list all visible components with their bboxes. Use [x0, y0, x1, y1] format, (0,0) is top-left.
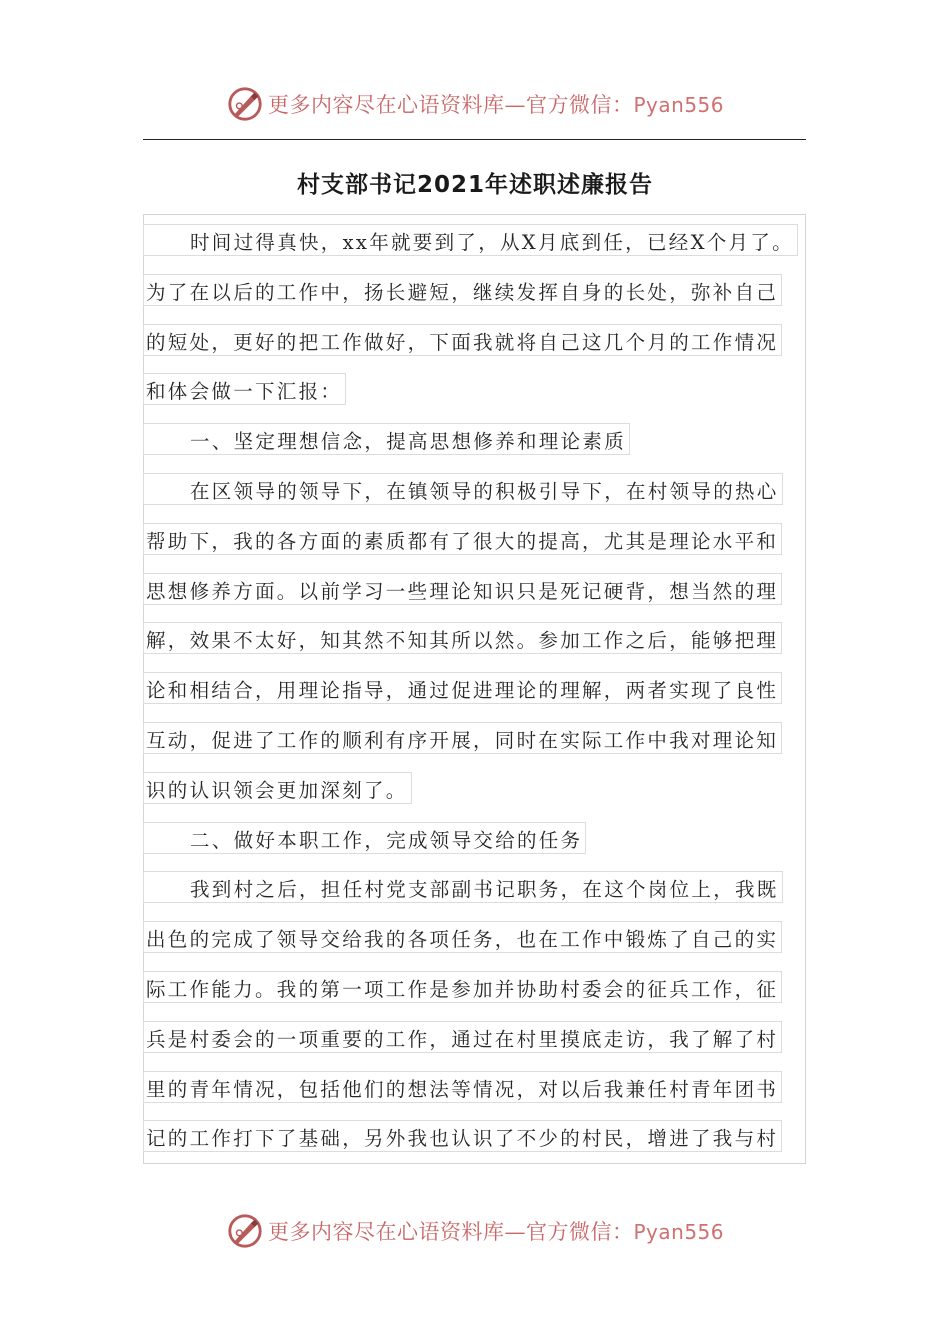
text-line-content: 和体会做一下汇报： — [146, 380, 343, 404]
text-line-content: 一、坚定理想信念，提高思想修养和理论素质 — [190, 430, 627, 454]
text-line — [143, 471, 823, 521]
text-line-content: 里的青年情况，包括他们的想法等情况，对以后我兼任村青年团书 — [146, 1077, 779, 1101]
text-line — [143, 421, 823, 471]
text-line — [143, 770, 823, 820]
text-line-content: 际工作能力。我的第一项工作是参加并协助村委会的征兵工作，征 — [146, 977, 779, 1001]
text-line-content: 互动，促进了工作的顺利有序开展，同时在实际工作中我对理论知 — [146, 728, 779, 752]
header-banner — [0, 82, 950, 126]
text-line — [143, 222, 823, 272]
footer-banner-brand: Pyan556 — [633, 1220, 724, 1244]
pen-logo-icon — [226, 85, 264, 123]
text-line — [143, 969, 823, 1019]
text-line-content: 解，效果不太好，知其然不知其所以然。参加工作之后，能够把理 — [146, 629, 779, 653]
text-line-content: 在区领导的领导下，在镇领导的积极引导下，在村领导的热心 — [190, 479, 779, 503]
text-line — [143, 571, 823, 621]
text-line-content: 出色的完成了领导交给我的各项任务，也在工作中锻炼了自己的实 — [146, 928, 779, 952]
text-line-content: 兵是村委会的一项重要的工作，通过在村里摸底走访，我了解了村 — [146, 1027, 779, 1051]
text-line-content: 的短处，更好的把工作做好，下面我就将自己这几个月的工作情况 — [146, 330, 779, 354]
document-body — [143, 222, 823, 1168]
text-line — [143, 521, 823, 571]
text-line — [143, 720, 823, 770]
document-title: 村支部书记2021年述职述廉报告 — [296, 172, 653, 198]
text-line — [143, 820, 823, 870]
text-line-content: 帮助下，我的各方面的素质都有了很大的提高，尤其是理论水平和 — [146, 529, 779, 553]
pen-logo-icon — [226, 1212, 264, 1250]
footer-banner-text: 更多内容尽在心语资料库—官方微信：Pyan556 — [267, 1220, 724, 1244]
text-line — [143, 670, 823, 720]
text-line — [143, 1069, 823, 1119]
text-line-content: 我到村之后，担任村党支部副书记职务，在这个岗位上，我既 — [190, 878, 779, 902]
header-banner-text: 更多内容尽在心语资料库—官方微信：Pyan556 — [267, 93, 724, 117]
header-rule — [143, 139, 806, 140]
header-banner-brand: Pyan556 — [633, 93, 724, 117]
text-line — [143, 1118, 823, 1168]
text-line — [143, 919, 823, 969]
footer-banner — [0, 1209, 950, 1253]
text-line-content: 识的认识领会更加深刻了。 — [146, 778, 408, 802]
text-line — [143, 272, 823, 322]
text-line-content: 二、做好本职工作，完成领导交给的任务 — [190, 828, 583, 852]
text-line — [143, 371, 823, 421]
text-line — [143, 869, 823, 919]
text-line-content: 记的工作打下了基础，另外我也认识了不少的村民，增进了我与村 — [146, 1127, 779, 1151]
text-line-content: 论和相结合，用理论指导，通过促进理论的理解，两者实现了良性 — [146, 679, 779, 703]
text-line — [143, 1019, 823, 1069]
text-line — [143, 322, 823, 372]
text-line-content: 思想修养方面。以前学习一些理论知识只是死记硬背，想当然的理 — [146, 579, 779, 603]
text-line-content: 时间过得真快，xx年就要到了，从X月底到任，已经X个月了。 — [190, 231, 794, 254]
text-line-content: 为了在以后的工作中，扬长避短，继续发挥自身的长处，弥补自己 — [146, 280, 779, 304]
text-line — [143, 620, 823, 670]
